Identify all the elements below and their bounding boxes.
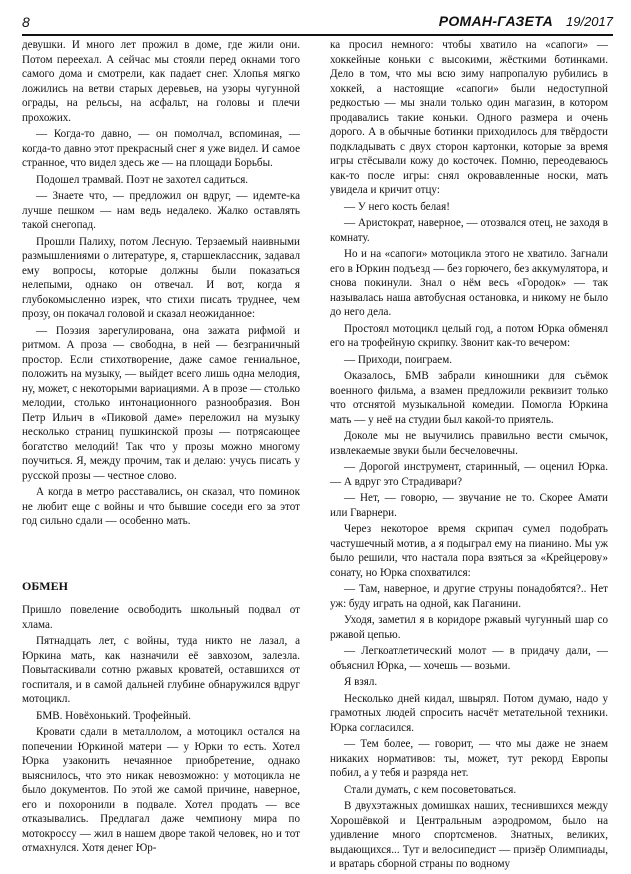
paragraph: — У него кость белая!: [344, 200, 450, 213]
page-header: [22, 12, 613, 36]
journal-title: РОМАН-ГАЗЕТА: [438, 13, 553, 29]
paragraph: Оказалось, БМВ забрали киношники для съёмок военного фильма, а взамен предложили реквизит только что отснятой музыкальной комедии. Помогла Юркина мать — у неё на студии был какой-то приятель.: [330, 370, 608, 426]
paragraph: — Приходи, поиграем.: [344, 353, 453, 366]
paragraph: Через некоторое время скрипач сумел подобрать частушечный мотив, а я подыграл ему на пианино. Мы уж было решили, что настала пора взяться за «Крейцерову» сонату, но Юрка спохватился:: [330, 523, 608, 579]
paragraph: — Нет, — говорю, — звучание не то. Скорее Амати или Гварнери.: [330, 492, 608, 519]
paragraph: БМВ. Новёхонький. Трофейный.: [36, 709, 191, 722]
paragraph: Пятнадцать лет, с войны, туда никто не лазал, а Юркина мать, как назначили её завхозом, залезла. Повытаскивали сотню ржавых кроватей, оставшихся от госпиталя, и в самой дальней глубине обнаружился вдруг мотоцикл.: [22, 635, 300, 705]
paragraph: Пришло повеление освободить школьный подвал от хлама.: [22, 604, 300, 631]
paragraph: Я взял.: [344, 676, 378, 688]
paragraph: ка просил немного: чтобы хватило на «сапоги» — хоккейные коньки с высокими, жёсткими ботинками. Дело в том, что мы всю зиму напропалую рубились в хоккей, а настоящие «сапоги» были недоступной редкостью — мы знали только один магазин, в котором продавались такие коньки. Одного размера и очень дорого. А в обычные ботинки приходилось для твёрдости подкладывать с двух сторон картонки, которые за время игры стёсывали кожу до косточек. Помню, переодеваюсь как-то после игры: снял окровавленные носки, мать увидела и кричит отцу:: [330, 39, 608, 196]
paragraph: — Тем более, — говорит, — что мы даже не знаем никаких нормативов: ты, может, тут рекорд Европы побил, а у тебя и разряда нет.: [330, 738, 608, 779]
paragraph: Уходя, заметил я в коридоре ржавый чугунный шар со ржавой цепью.: [330, 614, 608, 641]
paragraph: Доколе мы не выучились правильно вести смычок, извлекаемые звуки были бесчеловечны.: [330, 430, 608, 457]
paragraph: — Дорогой инструмент, старинный, — оценил Юрка. — А вдруг это Страдивари?: [330, 461, 608, 488]
paragraph: Простоял мотоцикл целый год, а потом Юрка обменял его на трофейную скрипку. Звонит как-то вечером:: [330, 322, 608, 349]
section-title: ОБМЕН: [22, 578, 68, 593]
left-column: [22, 38, 300, 858]
right-column: [330, 38, 608, 874]
page-number: 8: [22, 14, 30, 30]
paragraph: Прошли Палиху, потом Лесную. Терзаемый наивными размышлениями о литературе, я, старшеклассник, задавал ему вопросы, которые должны были показаться нелепыми, однако он отвечал. И вот, когда я глубокомысленно изрек, что стихи писать труднее, чем прозу, он покачал головой и сказал неожиданное:: [22, 235, 300, 320]
paragraph: Стали думать, с кем посоветоваться.: [344, 783, 517, 796]
paragraph: — Поэзия зарегулирована, она зажата рифмой и ритмом. А проза — свободна, в ней — безграничный простор. Если стихотворение, даже самое гениальное, положить на музыку, — выйдет всего лишь одна мелодия, ну, может, с некоторыми вариациями. А в прозе — столько мелодии, столько интонационного разнообразия. Вон Петр Ильич в «Пиковой даме» переложил на музыку несколько страниц пушкинской прозы — потрясающее богатство мелодий! Так что у прозы можно многому поучиться. Я, между прочим, так и делаю: учусь писать у русской прозы — честное слово.: [22, 324, 300, 482]
issue-number: 19/2017: [566, 14, 613, 29]
paragraph: — Легкоатлетический молот — в придачу дали, — объяснил Юрка, — хочешь — возьми.: [330, 645, 608, 672]
paragraph: Подошел трамвай. Поэт не захотел садиться.: [36, 173, 249, 186]
paragraph: девушки. И много лет прожил в доме, где жили они. Потом переехал. А сейчас мы стояли перед окнами того самого дома и смотрели, как падает снег. Хлопья мягко ложились на ветви старых деревьев, на узоры чугунной ограды, на рельсы, на асфальт, на головы и плечи прохожих.: [22, 39, 300, 124]
paragraph: А когда в метро расставались, он сказал, что поминок не любит еще с войны и что бывшие соседи его за этот год сильно сдали — особенно мать.: [22, 486, 300, 527]
paragraph: — Когда-то давно, — он помолчал, вспоминая, — когда-то давно этот прекрасный снег я уже видел. И самое странное, что видел здесь же — на площади Борьбы.: [22, 128, 300, 169]
paragraph: Кровати сдали в металлолом, а мотоцикл остался на попечении Юркиной матери — у Юрки то есть. Хотел Юрка узаконить нечаянное приобретение, однако выяснилось, что это никак невозможно: у мотоцикла не было документов. По этой же самой причине, наверное, его и похоронили в подвале. Хотел продать — все отказывались. Предлагал даже чемпиону мира по мотокроссу — жил в нашем дворе такой человек, но и тот отмахнулся. Хотя денег Юр-: [22, 726, 300, 854]
paragraph: Несколько дней кидал, швырял. Потом думаю, надо у грамотных людей спросить насчёт метательной техники. Юрка согласился.: [330, 692, 608, 734]
paragraph: — Там, наверное, и другие струны понадобятся?.. Нет уж: буду играть на одной, как Паганини.: [330, 583, 608, 610]
paragraph: Но и на «сапоги» мотоцикла этого не хватило. Загнали его в Юркин подъезд — без горючего, без аккумулятора, и снова покинули. Знал о нём весь «Городок» — так называлась наша автобусная остановка, и никому не было до него дела.: [330, 248, 608, 318]
paragraph: — Знаете что, — предложил он вдруг, — идемте-ка лучше пешком — нам ведь недалеко. Жалко оставлять такой снегопад.: [22, 190, 300, 231]
paragraph: В двухэтажных домишках наших, теснившихся между Хорошёвкой и Центральным аэродромом, было на удивление много спортсменов. Знатных, великих, выдающихся... Тут и велосипедист — призёр Олимпиады, и вратарь сборной страны по водному: [330, 800, 608, 870]
paragraph: — Аристократ, наверное, — отозвался отец, не заходя в комнату.: [330, 217, 608, 244]
